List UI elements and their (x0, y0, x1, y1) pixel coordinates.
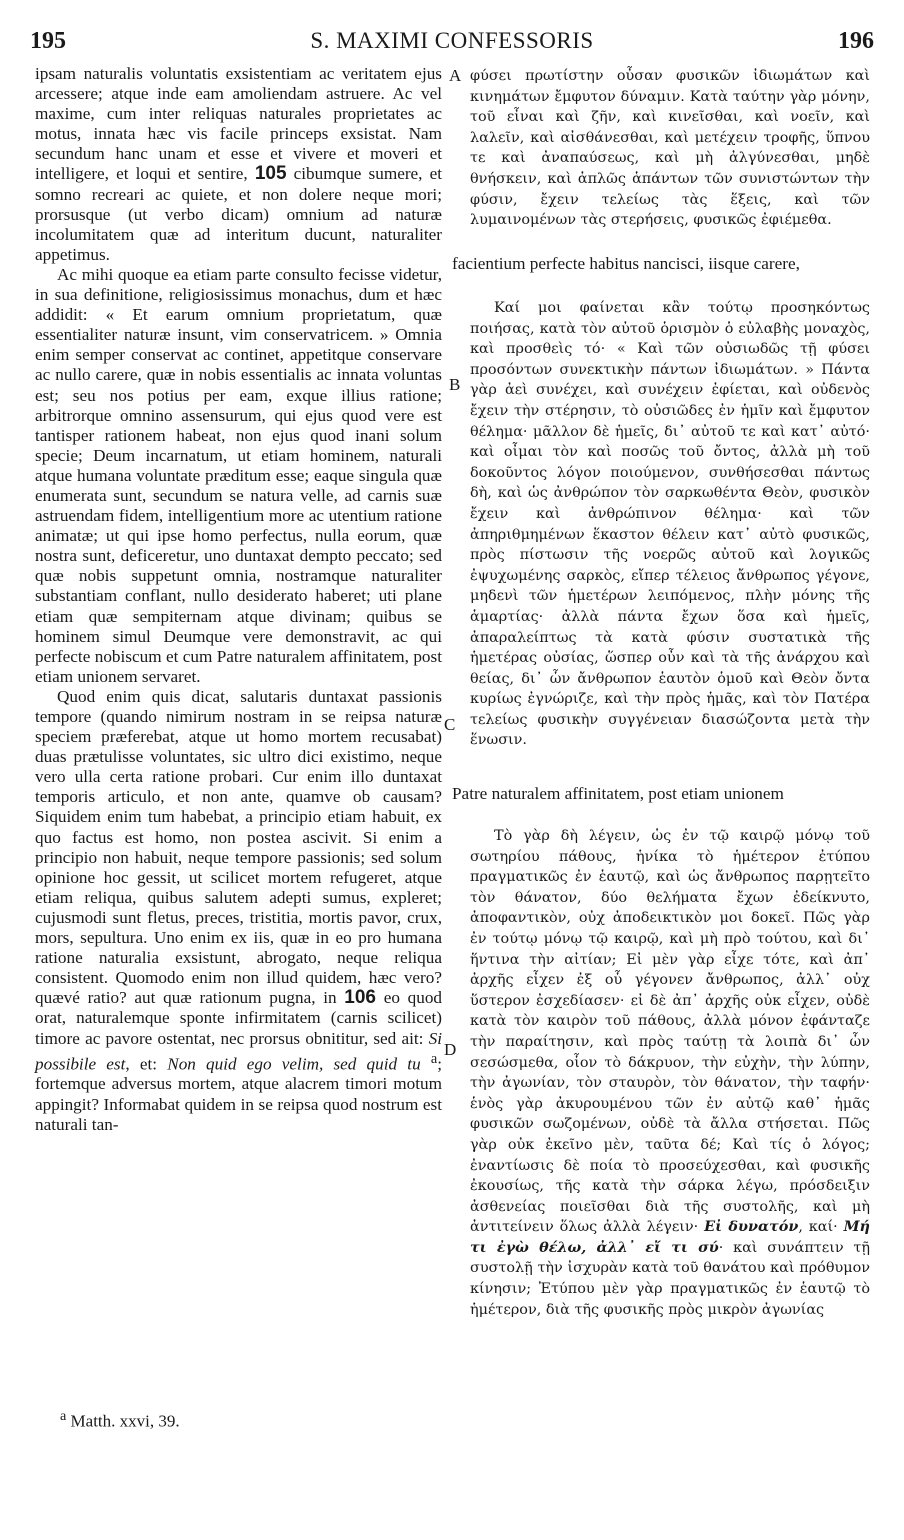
latin-continuation-1: facientium perfecte habitus nancisci, iisque carere, (452, 254, 800, 273)
column-number-105: 105 (254, 163, 287, 185)
page-number-right: 196 (838, 28, 874, 54)
margin-letter-d: D (444, 1040, 457, 1059)
latin-continuation-2: Patre naturalem affinitatem, post etiam unionem (452, 784, 784, 803)
greek-block-2 (470, 298, 870, 751)
footnote-ref: a (430, 1050, 438, 1067)
latin-paragraph-3: Quod enim quis dicat, salutaris duntaxat passionis tempore (quando nimirum nostram in se reipsa naturæ speciem præferebat, atque ut homo mortem recusabat) duas prætulisse voluntates, sic ultro dici existimo, neque vero ulla certa ratione probari. Cur enim illo duntaxat temporis articulo, et non ante, quamve ob causam? Siquidem enim tum habebat, a principio etiam habuit, ex quo factus est homo, non postea ascivit. Si enim a principio non habuit, neque tempore passionis; sed solum opinione hoc gessit, ut scilicet mortem refugeret, atque etiam reliqua, quibus salutem adepti sumus, expleret; cujusmodi sunt fletus, preces, tristitia, mortis pavor, crux, mors, sepultura. Uno enim ex iis, quæ in eo pro humana ratione naturalia exsistunt, abrogato, neque reliqua consistent. Quomodo enim non illud quidem, hæc vero? quævé ratio? aut quæ rationum pugna, in 106 eo quod orat, naturalemque sponte infirmitatem (carnis scilicet) timore ac pavore ostentat, nec prorsus obnititur, sed ait: Si possibile est, et: Non quid ego velim, sed quid tu $^a$; fortemque adversus mortem, atque alacrem timori motum appingit? Informabat quidem in se reipsa quod nostrum est naturali tan- (35, 686, 443, 1134)
margin-letter-a: A (449, 66, 462, 85)
greek-block-1 (470, 66, 870, 231)
latin-paragraph-2: Ac mihi quoque ea etiam parte consulto fecisse videtur, in sua definitione, religiosissimus monachus, dum et hæc addidit: « Et earum omnium proprietatum, quæ essentialiter naturæ insunt, vim conservatricem. » Omnia enim semper conservat ac continet, appetitque conservare ac nullo carere, quæ in nobis essentialis ac innata voluntas est; seu nos potius per eam, exque illius ratione; arbitrorque omnino assensurum, qui ejus quod vere est tantisper rationem habeat, non ejus quod inani solum specie; Deum incarnatum, ut etiam hominem, naturali atque humana voluntate præditum esse; eaque singula quæ enumerata sunt, secundum se natura velle, ad carnis suæ astruendam fidem, intelligentium more ac utentium ratione animatæ; ut qui ipse homo perfectus, nulla eorum, quæ nostra sunt, deficeretur, uno duntaxat dempto peccato; sed quæ nobis suppetunt omnia, nostramque naturaliter substantiam conflant, nullo desiderato haberet; uti plane etiam quæ sempiternam atque divinam; quibus se hominem simul Deumque vere demonstravit, ac qui perfecte nobiscum et cum Patre naturalem affinitatem, post etiam unionem servaret. (35, 264, 442, 686)
footnote-mark: a (60, 1408, 67, 1424)
column-number-106: 106 (344, 987, 376, 1009)
greek-paragraph-2: Καί μοι φαίνεται κἂν τούτῳ προσηκόντως ποιήσας, κατὰ τὸν αὐτοῦ ὁρισμὸν ὁ εὐλαβὴς μοναχὸς, καὶ προσθεὶς τό· « Καὶ τῶν οὐσιωδῶς τῇ φύσει προσόντων συνεκτικὴν πάντων ἰδιωμάτων. » Πάντα γὰρ ἀεὶ συνέχει, καὶ συνέχειν ἐφίεται, καὶ οὐδενὸς ἔχειν τὴν στέρησιν, τὸ οὐσιῶδες ἐν ἡμῖν καὶ ἔμφυτον θέλημα· μᾶλλον δὲ ἡμεῖς, δι᾽ αὐτοῦ τε καὶ κατ᾽ αὐτό· καὶ οἶμαι τὸν καὶ ποσῶς τοῦ ὄντος, ἀλλὰ μὴ τοῦ δοκοῦντος λόγον ποιούμενον, συνθήσεσθαι πάντως δὴ, καὶ ὡς ἀνθρώπον τὸν σαρκωθέντα Θεὸν, φυσικὸν ἔχειν καὶ ἀνθρώπινον θέλημα· καὶ τῶν ἀπηριθμημένων ἕκαστον θέλειν κατ᾽ αὐτὸ φυσικῶς, πρὸς πίστωσιν τῆς νοερῶς αὐτοῦ καὶ λογικῶς ἐψυχωμένης σαρκὸς, εἴπερ τέλειος ἄνθρωπος γέγονε, μηδενὶ τῶν ἡμετέρων λειπόμενος, πλὴν μόνης τῆς ἁμαρτίας· ἀλλὰ πάντα ἔχων ὅσα καὶ ἡμεῖς, ἀπαραλείπτως τὰ κατὰ φύσιν συστατικὰ τῆς ἡμετέρας οὐσίας, ὥσπερ οὖν καὶ τὰ τῆς ἀνάρχου καὶ θείας, δι᾽ ὧν ἄνθρωπον ἑαυτὸν ὁμοῦ καὶ Θεὸν ὄντα κυρίως ἐγνώριζε, καὶ τὴν πρὸς ἡμᾶς, καὶ τὸν Πατέρα τελείως φυσικὴν συγγένειαν διασώζοντα μετὰ τὴν ἕνωσιν. (470, 300, 870, 749)
greek-paragraph-3: Τὸ γὰρ δὴ λέγειν, ὡς ἐν τῷ καιρῷ μόνῳ τοῦ σωτηρίου πάθους, ἡνίκα τὸ ἡμέτερον ἐτύπου πραγματικῶς ἐν ἑαυτῷ, καὶ ὡς ἄνθρωπος παρῃτεῖτο τὸν θάνατον, δύο θελήματα ἔχων ἐδείκνυτο, ἀποφαντικὸν, οὐχ ἀποδεικτικὸν μοι δοκεῖ. Πῶς γὰρ ἐν τούτῳ μόνῳ τῷ καιρῷ, καὶ μὴ πρὸ τούτου, καὶ δι᾽ ἥντινα τὴν αἰτίαν; Εἰ μὲν γὰρ εἶχε τότε, καὶ ἀπ᾽ ἀρχῆς εἶχεν ἐξ οὗ γέγονεν ἄνθρωπος, ἀλλ᾽ οὐχ ὕστερον ἐσχεδίασεν· εἰ δὲ ἀπ᾽ ἀρχῆς οὐκ εἶχεν, οὐδὲ κατὰ τὸν καιρὸν τοῦ πάθους, ἀλλὰ μόνον ἐφάνταζε τὴν παραίτησιν, καὶ πρὸς ταύτῃ τὰ λοιπὰ δι᾽ ὧν σεσώσμεθα, οἷον τὸ δάκρυον, τὴν εὐχὴν, τὴν λύπην, τὴν ἀγωνίαν, τὸν σταυρὸν, τὸν θάνατον, τὴν ταφήν· ἑνὸς γὰρ ἀκυρουμένου τῶν ἐν αὐτῷ καθ᾽ ἡμᾶς φυσικῶν σωζομένων, οὐδὲ τὰ ἄλλα στήσεται. Πῶς γὰρ οὐκ ἐκεῖνο μὲν, ταῦτα δέ; Καὶ τίς ὁ λόγος; ἐναντίωσις δὲ ποία τὸ προσεύχεσθαι, καὶ φυσικῆς ἐκουσίως, τῆς κατὰ τὴν σάρκα λέγω, πρόσδειξιν ἀσθενείας ποιεῖσθαι διὰ τῆς συστολῆς, καὶ μὴ ἀντιτείνειν ὅλως ἀλλὰ λέγειν· Εἰ δυνατόν, καί· Μή τι ἐγὼ θέλω, ἀλλ᾽ εἴ τι σύ· καὶ συνάπτειν τῇ συστολῇ τὴν ἰσχυρὰν κατὰ τοῦ θανάτου καὶ πρόθυμον κίνησιν; Ἐτύπου μὲν γὰρ πραγματικῶς ἐν ἑαυτῷ τὸ ἡμέτερον, διὰ τῆς φυσικῆς πρὸς μικρὸν ἀγωνίας (470, 828, 870, 1318)
page-number-left: 195 (30, 28, 66, 54)
latin-column (35, 64, 442, 1135)
greek-block-3 (470, 826, 870, 1320)
greek-paragraph-1: φύσει πρωτίστην οὖσαν φυσικῶν ἰδιωμάτων καὶ κινημάτων ἔμφυτον δύναμιν. Κατὰ ταύτην γὰρ μόνην, τοῦ εἶναι καὶ ζῆν, καὶ κινεῖσθαι, καὶ νοεῖν, καὶ λαλεῖν, καὶ αἰσθάνεσθαι, καὶ μετέχειν τροφῆς, ὕπνου τε καὶ ἀναπαύσεως, καὶ μὴ ἀλγύνεσθαι, μηδὲ θνήσκειν, καὶ ἁπλῶς ἁπάντων τῶν συνιστώντων τὴν φύσιν, ἔχειν τελείως τὰς ἕξεις, καὶ τῶν λυμαινομένων τὰς στερήσεις, φυσικῶς ἐφιέμεθα. (470, 68, 870, 229)
page-header (0, 28, 904, 58)
margin-letter-b: B (449, 375, 461, 394)
margin-letter-c: C (444, 715, 456, 734)
footnote (60, 1408, 180, 1432)
running-title: S. MAXIMI CONFESSORIS (310, 28, 594, 53)
latin-paragraph-1: ipsam naturalis voluntatis exsistentiam ac veritatem ejus arcessere; atque inde eam amoliendam astruere. Ac vel maxime, cum inter reliquas naturales proprietates ac motus, innata hæc vis facile princeps exsistat. Nam secundum hanc unam et esse et vivere et moveri et intelligere, et loqui et sentire, 105 cibumque sumere, et somno recreari ac quiete, et non dolere neque mori; prorsusque (ut verbo dicam) omnium ad naturæ incolumitatem quæ ad interitum ducunt, naturaliter appetimus. (35, 64, 443, 264)
footnote-text: Matth. xxvi, 39. (70, 1411, 180, 1431)
